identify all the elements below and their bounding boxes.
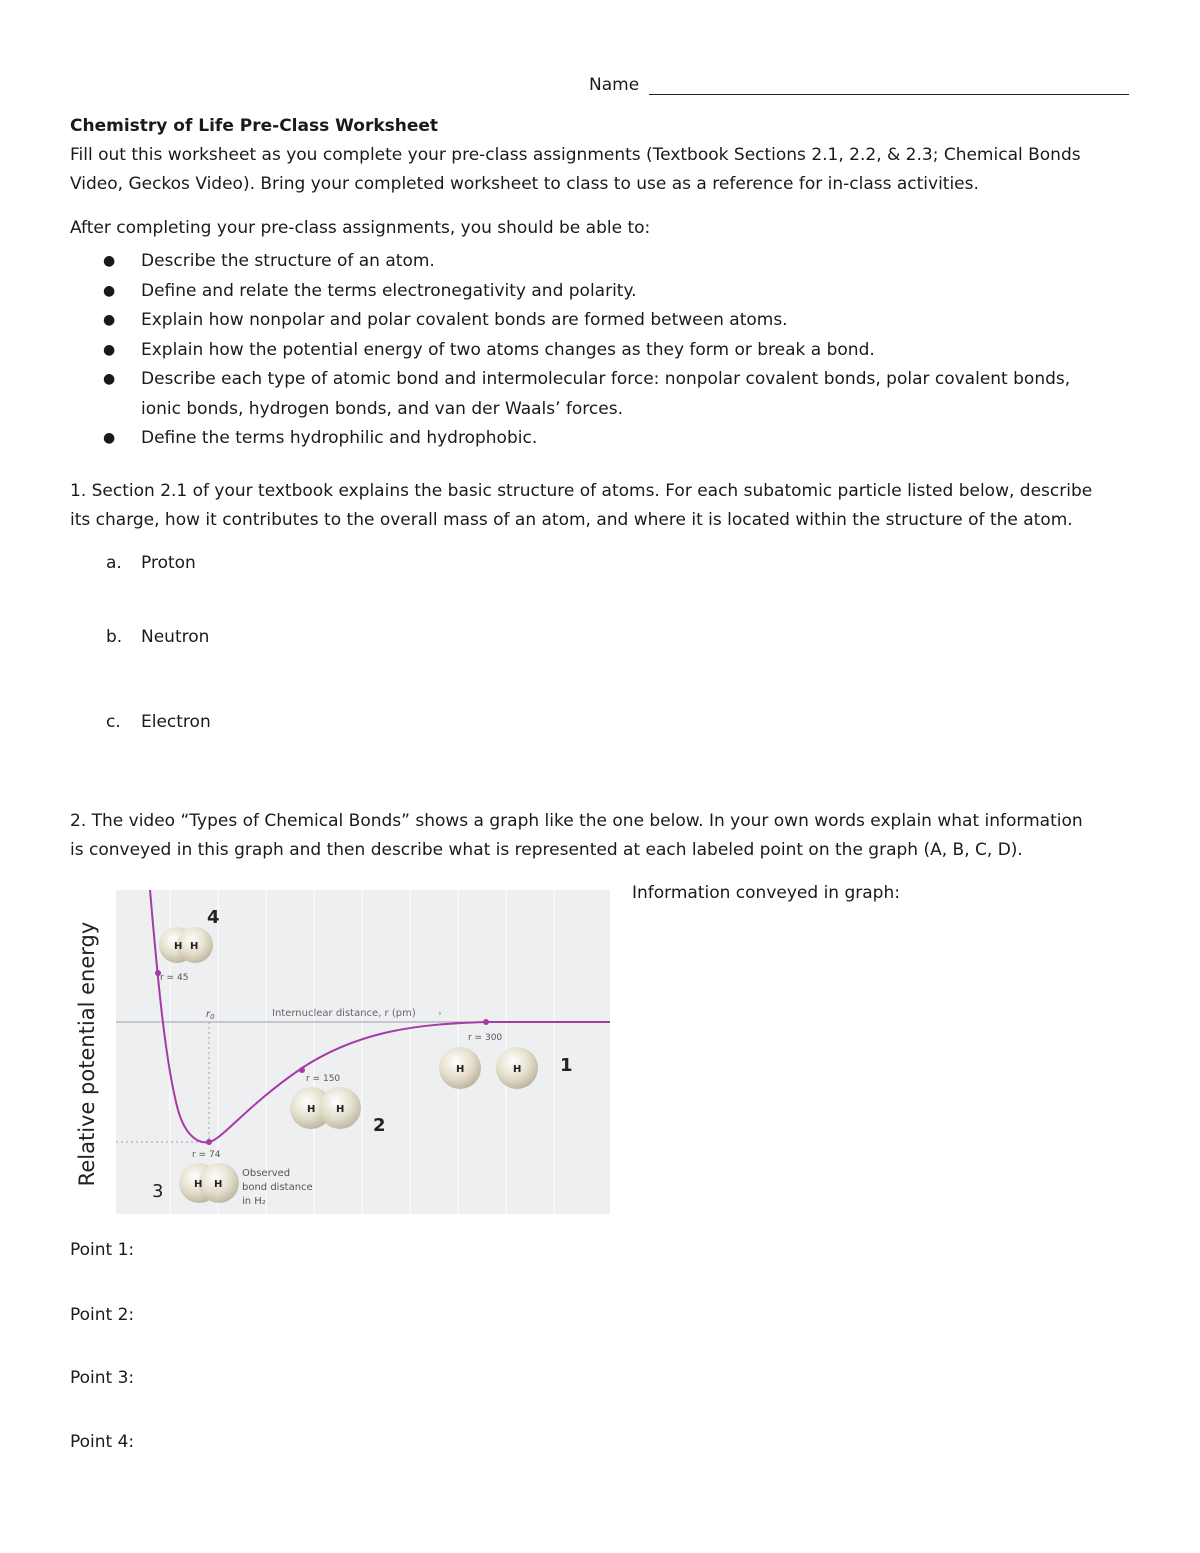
point-1-r-label: r = 300 <box>468 1033 503 1043</box>
potential-energy-figure <box>70 888 610 1216</box>
name-label: Name <box>589 75 640 95</box>
bullet-icon: ● <box>103 282 116 299</box>
svg-text:H: H <box>456 1064 465 1075</box>
point-3-marker <box>206 1139 212 1145</box>
r0-label: $r_0$ <box>206 1009 215 1021</box>
point-4-r-label: r = 45 <box>160 973 189 983</box>
info-conveyed-label: Information conveyed in graph: <box>632 883 900 903</box>
worksheet-title: Chemistry of Life Pre-Class Worksheet <box>70 116 439 136</box>
objective-item: ● Describe each type of atomic bond and intermolecular force: nonpolar covalent bonds, polar covalent bonds, <box>70 365 1070 395</box>
objective-item: ● Define and relate the terms electronegativity and polarity. <box>70 277 1070 307</box>
point-2-atoms <box>290 1087 361 1129</box>
observed-label-line-3: in H₂ <box>242 1196 266 1207</box>
bullet-icon: ● <box>103 430 116 446</box>
svg-text:H: H <box>513 1064 522 1075</box>
objective-item: ● Describe the structure of an atom. <box>70 247 1070 277</box>
point-1-number: 1 <box>560 1055 573 1076</box>
svg-text:H: H <box>194 1179 203 1190</box>
point-1-answer-label: Point 1: <box>70 1240 135 1260</box>
svg-text:H: H <box>307 1104 316 1115</box>
observed-label-line-2: bond distance <box>242 1182 313 1193</box>
objective-item-continuation: ionic bonds, hydrogen bonds, and van der Waals’ forces. <box>141 398 623 419</box>
point-3-number: 3 <box>152 1181 164 1202</box>
q2-line-2: is conveyed in this graph and then describe what is represented at each labeled point on the graph (A, B, C, D). <box>70 840 1023 860</box>
intro-line-1: Fill out this worksheet as you complete your pre-class assignments (Textbook Sections 2.1, 2.2, & 2.3; Chemical Bonds <box>70 145 1081 165</box>
point-4-number: 4 <box>207 907 220 928</box>
x-axis-arrow-icon: › <box>438 1009 442 1019</box>
point-4-answer-label: Point 4: <box>70 1432 135 1452</box>
svg-text:H: H <box>214 1179 223 1190</box>
objective-item: ● Explain how the potential energy of two atoms changes as they form or break a bond. <box>70 336 1070 366</box>
name-blank-line[interactable] <box>649 94 1129 95</box>
objective-item: ● Define the terms hydrophilic and hydrophobic. <box>70 424 1070 454</box>
point-3-atoms <box>179 1163 239 1203</box>
q2-line-1: 2. The video “Types of Chemical Bonds” shows a graph like the one below. In your own words explain what information <box>70 811 1083 831</box>
objective-item: ● Explain how nonpolar and polar covalent bonds are formed between atoms. <box>70 306 1070 336</box>
objectives-intro: After completing your pre-class assignments, you should be able to: <box>70 218 651 238</box>
point-1-marker <box>483 1019 489 1025</box>
point-2-number: 2 <box>373 1115 386 1136</box>
q1-line-2: its charge, how it contributes to the overall mass of an atom, and where it is located within the structure of the atom. <box>70 510 1073 530</box>
point-2-answer-label: Point 2: <box>70 1305 135 1325</box>
observed-label-line-1: Observed <box>242 1168 291 1179</box>
bullet-icon: ● <box>103 371 116 387</box>
point-2-marker <box>299 1067 305 1073</box>
q1-item-proton: a. Proton <box>106 553 196 573</box>
intro-line-2: Video, Geckos Video). Bring your completed worksheet to class to use as a reference for in-class activities. <box>70 174 979 194</box>
q1-item-neutron: b. Neutron <box>106 627 210 647</box>
q1-item-electron: c. Electron <box>106 712 211 732</box>
point-4-atoms <box>159 927 213 963</box>
bullet-icon: ● <box>103 312 116 328</box>
q1-line-1: 1. Section 2.1 of your textbook explains the basic structure of atoms. For each subatomic particle listed below, describe <box>70 481 1093 501</box>
svg-text:H: H <box>336 1104 345 1115</box>
y-axis-label: Relative potential energy <box>75 921 99 1187</box>
svg-text:H: H <box>190 941 199 952</box>
point-3-answer-label: Point 3: <box>70 1368 135 1388</box>
point-3-r-label: r = 74 <box>192 1150 221 1160</box>
point-2-r-label: r = 150 <box>306 1074 341 1084</box>
bullet-icon: ● <box>103 253 116 269</box>
potential-energy-chart <box>70 888 610 1216</box>
objectives-list <box>70 247 1070 454</box>
bullet-icon: ● <box>103 341 116 358</box>
x-axis-label: Internuclear distance, r (pm) <box>272 1008 416 1019</box>
svg-text:H: H <box>174 941 183 952</box>
